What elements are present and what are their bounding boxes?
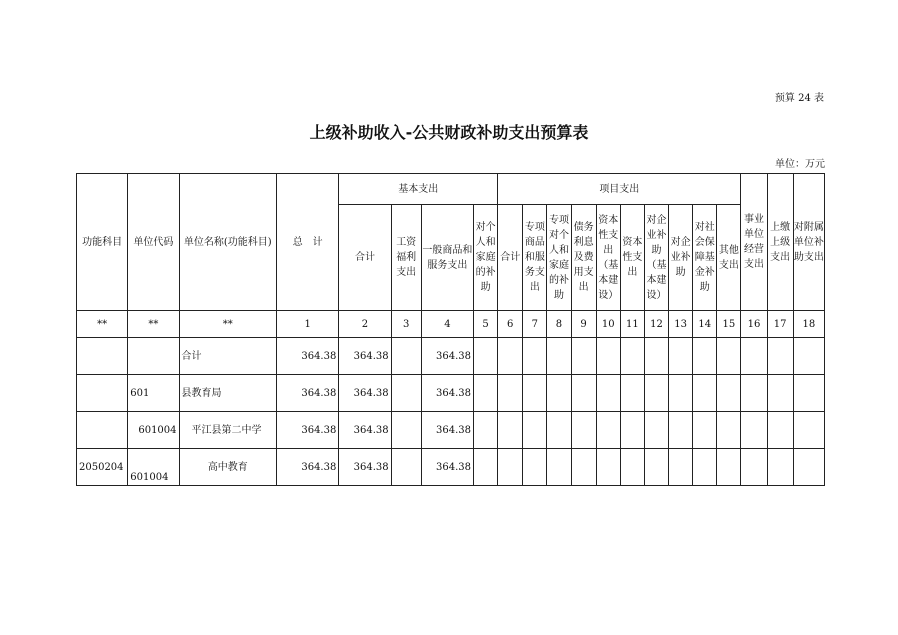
empty-cell xyxy=(717,449,741,486)
empty-cell xyxy=(391,338,421,375)
func-code-cell: 2050204 xyxy=(77,449,128,486)
index-cell: 15 xyxy=(717,311,741,338)
unit-label: 单位：万元 xyxy=(775,159,825,170)
budget-table xyxy=(76,173,825,486)
header-other: 其他支出 xyxy=(717,205,741,311)
empty-cell xyxy=(793,375,824,412)
empty-cell xyxy=(523,412,547,449)
header-subsidiary-subsidy: 对附属单位补助支出 xyxy=(793,174,824,311)
empty-cell xyxy=(474,375,498,412)
unit-name-cell: 合计 xyxy=(179,338,277,375)
basic-total-cell: 364.38 xyxy=(339,449,391,486)
header-social-security: 对社会保障基金补助 xyxy=(693,205,717,311)
table-row xyxy=(77,338,825,375)
unit-name-cell: 平江县第二中学 xyxy=(179,412,277,449)
index-cell: ** xyxy=(77,311,128,338)
func-code-cell xyxy=(77,412,128,449)
empty-cell xyxy=(523,338,547,375)
empty-cell xyxy=(644,375,668,412)
empty-cell xyxy=(498,449,523,486)
index-row xyxy=(77,311,825,338)
index-cell: 5 xyxy=(474,311,498,338)
empty-cell xyxy=(693,412,717,449)
empty-cell xyxy=(571,338,596,375)
empty-cell xyxy=(767,449,793,486)
empty-cell xyxy=(547,412,571,449)
empty-cell xyxy=(767,338,793,375)
header-goods-services: 一般商品和服务支出 xyxy=(421,205,473,311)
empty-cell xyxy=(793,338,824,375)
func-code-cell xyxy=(77,375,128,412)
index-cell: ** xyxy=(179,311,277,338)
index-cell: 16 xyxy=(741,311,767,338)
index-cell: 13 xyxy=(669,311,693,338)
table-row xyxy=(77,449,825,486)
empty-cell xyxy=(717,338,741,375)
index-cell: 17 xyxy=(767,311,793,338)
header-basic: 基本支出 xyxy=(339,174,498,205)
empty-cell xyxy=(620,412,644,449)
index-cell: 6 xyxy=(498,311,523,338)
goods-services-cell: 364.38 xyxy=(421,375,473,412)
header-basic-total: 合计 xyxy=(339,205,391,311)
empty-cell xyxy=(693,375,717,412)
unit-code-cell: 601004 xyxy=(128,412,179,449)
empty-cell xyxy=(474,449,498,486)
header-unit-name: 单位名称(功能科目) xyxy=(179,174,277,311)
empty-cell xyxy=(693,449,717,486)
header-enterprise-construction: 对企业补助（基本建设） xyxy=(644,205,668,311)
header-enterprise: 对企业补助 xyxy=(669,205,693,311)
basic-total-cell: 364.38 xyxy=(339,412,391,449)
header-total: 总 计 xyxy=(277,174,339,311)
goods-services-cell: 364.38 xyxy=(421,449,473,486)
index-cell: 2 xyxy=(339,311,391,338)
empty-cell xyxy=(547,449,571,486)
index-cell: 8 xyxy=(547,311,571,338)
total-cell: 364.38 xyxy=(277,449,339,486)
form-number: 预算 24 表 xyxy=(774,93,824,104)
empty-cell xyxy=(547,338,571,375)
empty-cell xyxy=(498,412,523,449)
empty-cell xyxy=(620,449,644,486)
empty-cell xyxy=(547,375,571,412)
header-unit-code: 单位代码 xyxy=(128,174,179,311)
empty-cell xyxy=(391,449,421,486)
header-capital: 资本性支出 xyxy=(620,205,644,311)
empty-cell xyxy=(693,338,717,375)
goods-services-cell: 364.38 xyxy=(421,412,473,449)
index-cell: 12 xyxy=(644,311,668,338)
empty-cell xyxy=(644,449,668,486)
index-cell: 14 xyxy=(693,311,717,338)
header-business-expense: 事业单位经营支出 xyxy=(741,174,767,311)
empty-cell xyxy=(571,412,596,449)
empty-cell xyxy=(498,338,523,375)
empty-cell xyxy=(767,412,793,449)
empty-cell xyxy=(669,449,693,486)
empty-cell xyxy=(793,449,824,486)
empty-cell xyxy=(391,412,421,449)
index-cell: 3 xyxy=(391,311,421,338)
header-salary: 工资福利支出 xyxy=(391,205,421,311)
header-remit-upper: 上缴上级支出 xyxy=(767,174,793,311)
empty-cell xyxy=(620,338,644,375)
header-special-personal: 专项对个人和家庭的补助 xyxy=(547,205,571,311)
table-row xyxy=(77,375,825,412)
empty-cell xyxy=(571,375,596,412)
header-personal-subsidy: 对个人和家庭的补助 xyxy=(474,205,498,311)
basic-total-cell: 364.38 xyxy=(339,375,391,412)
unit-code-cell: 601004 xyxy=(128,449,179,486)
unit-code-cell xyxy=(128,338,179,375)
index-cell: 4 xyxy=(421,311,473,338)
empty-cell xyxy=(741,375,767,412)
empty-cell xyxy=(523,449,547,486)
header-func-code: 功能科目 xyxy=(77,174,128,311)
empty-cell xyxy=(474,338,498,375)
page-title: 上级补助收入-公共财政补助支出预算表 xyxy=(309,123,589,142)
header-special-goods: 专项商品和服务支出 xyxy=(523,205,547,311)
empty-cell xyxy=(498,375,523,412)
empty-cell xyxy=(767,375,793,412)
header-project-total: 合计 xyxy=(498,205,523,311)
index-cell: 1 xyxy=(277,311,339,338)
empty-cell xyxy=(571,449,596,486)
total-cell: 364.38 xyxy=(277,412,339,449)
empty-cell xyxy=(717,375,741,412)
header-capital-construction: 资本性支出（基本建设） xyxy=(596,205,620,311)
empty-cell xyxy=(644,412,668,449)
goods-services-cell: 364.38 xyxy=(421,338,473,375)
empty-cell xyxy=(669,412,693,449)
basic-total-cell: 364.38 xyxy=(339,338,391,375)
empty-cell xyxy=(669,375,693,412)
header-debt-interest: 债务利息及费用支出 xyxy=(571,205,596,311)
empty-cell xyxy=(523,375,547,412)
empty-cell xyxy=(741,338,767,375)
header-project: 项目支出 xyxy=(498,174,741,205)
empty-cell xyxy=(620,375,644,412)
empty-cell xyxy=(596,375,620,412)
empty-cell xyxy=(669,338,693,375)
unit-name-cell: 县教育局 xyxy=(179,375,277,412)
index-cell: 10 xyxy=(596,311,620,338)
empty-cell xyxy=(474,412,498,449)
empty-cell xyxy=(596,449,620,486)
empty-cell xyxy=(391,375,421,412)
index-cell: 18 xyxy=(793,311,824,338)
index-cell: 7 xyxy=(523,311,547,338)
unit-name-cell: 高中教育 xyxy=(179,449,277,486)
unit-code-cell: 601 xyxy=(128,375,179,412)
total-cell: 364.38 xyxy=(277,338,339,375)
empty-cell xyxy=(793,412,824,449)
empty-cell xyxy=(717,412,741,449)
index-cell: 9 xyxy=(571,311,596,338)
index-cell: ** xyxy=(128,311,179,338)
empty-cell xyxy=(644,338,668,375)
empty-cell xyxy=(741,449,767,486)
index-cell: 11 xyxy=(620,311,644,338)
total-cell: 364.38 xyxy=(277,375,339,412)
empty-cell xyxy=(596,338,620,375)
table-row xyxy=(77,412,825,449)
empty-cell xyxy=(596,412,620,449)
func-code-cell xyxy=(77,338,128,375)
empty-cell xyxy=(741,412,767,449)
